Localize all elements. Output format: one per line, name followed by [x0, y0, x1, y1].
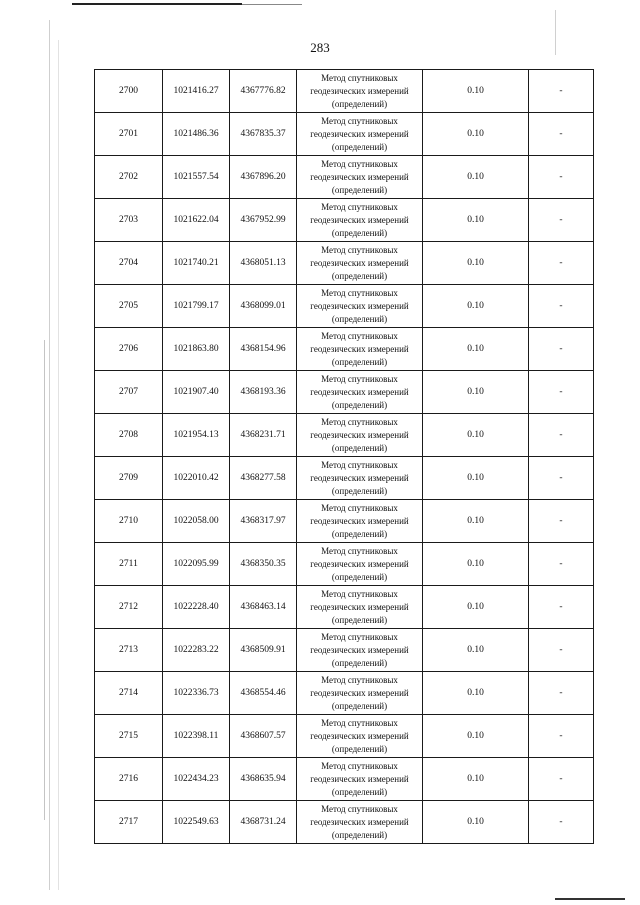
note-cell: - — [529, 414, 594, 457]
point-number-cell: 2704 — [95, 242, 163, 285]
y-coordinate-cell: 4368099.01 — [230, 285, 297, 328]
accuracy-cell: 0.10 — [423, 457, 529, 500]
x-coordinate-cell: 1022228.40 — [163, 586, 230, 629]
table-row — [95, 715, 594, 758]
x-coordinate-cell: 1021740.21 — [163, 242, 230, 285]
table-row — [95, 500, 594, 543]
table-row — [95, 328, 594, 371]
table-row — [95, 242, 594, 285]
method-line: (определений) — [331, 786, 388, 797]
accuracy-cell: 0.10 — [423, 70, 529, 113]
method-line: геодезических измерений — [310, 85, 409, 96]
y-coordinate-cell: 4367835.37 — [230, 113, 297, 156]
point-number-cell: 2715 — [95, 715, 163, 758]
note-cell: - — [529, 586, 594, 629]
method-line: геодезических измерений — [310, 257, 409, 268]
method-line: (определений) — [331, 528, 388, 539]
x-coordinate-cell: 1021622.04 — [163, 199, 230, 242]
accuracy-cell: 0.10 — [423, 414, 529, 457]
method-line: (определений) — [331, 399, 388, 410]
x-coordinate-cell: 1021863.80 — [163, 328, 230, 371]
y-coordinate-cell: 4368154.96 — [230, 328, 297, 371]
method-line: Метод спутниковых — [321, 459, 398, 470]
method-line: геодезических измерений — [310, 343, 409, 354]
note-cell: - — [529, 543, 594, 586]
method-line: геодезических измерений — [310, 601, 409, 612]
y-coordinate-cell: 4368231.71 — [230, 414, 297, 457]
method-line: геодезических измерений — [310, 816, 409, 827]
point-number-cell: 2706 — [95, 328, 163, 371]
note-cell: - — [529, 285, 594, 328]
x-coordinate-cell: 1022095.99 — [163, 543, 230, 586]
x-coordinate-cell: 1022434.23 — [163, 758, 230, 801]
note-cell: - — [529, 242, 594, 285]
page-number: 283 — [310, 40, 330, 55]
table-row — [95, 586, 594, 629]
y-coordinate-cell: 4368635.94 — [230, 758, 297, 801]
table-row — [95, 801, 594, 844]
method-line: геодезических измерений — [310, 687, 409, 698]
note-cell: - — [529, 328, 594, 371]
scan-artifact-bottom-line — [555, 898, 625, 900]
x-coordinate-cell: 1021907.40 — [163, 371, 230, 414]
method-line: (определений) — [331, 270, 388, 281]
x-coordinate-cell: 1021954.13 — [163, 414, 230, 457]
method-line: геодезических измерений — [310, 429, 409, 440]
x-coordinate-cell: 1021799.17 — [163, 285, 230, 328]
method-cell — [297, 113, 423, 156]
note-cell: - — [529, 156, 594, 199]
method-cell — [297, 457, 423, 500]
accuracy-cell: 0.10 — [423, 113, 529, 156]
note-cell: - — [529, 629, 594, 672]
scan-artifact-top-line-faint — [242, 4, 302, 5]
accuracy-cell: 0.10 — [423, 285, 529, 328]
x-coordinate-cell: 1021557.54 — [163, 156, 230, 199]
accuracy-cell: 0.10 — [423, 672, 529, 715]
method-line: Метод спутниковых — [321, 631, 398, 642]
method-line: геодезических измерений — [310, 558, 409, 569]
method-line: Метод спутниковых — [321, 373, 398, 384]
x-coordinate-cell: 1022283.22 — [163, 629, 230, 672]
x-coordinate-cell: 1022010.42 — [163, 457, 230, 500]
method-line: Метод спутниковых — [321, 502, 398, 513]
coordinates-table-body — [95, 70, 594, 844]
method-line: геодезических измерений — [310, 386, 409, 397]
x-coordinate-cell: 1022336.73 — [163, 672, 230, 715]
x-coordinate-cell: 1021416.27 — [163, 70, 230, 113]
method-line: Метод спутниковых — [321, 416, 398, 427]
point-number-cell: 2712 — [95, 586, 163, 629]
method-line: Метод спутниковых — [321, 588, 398, 599]
table-row — [95, 672, 594, 715]
scan-artifact-left-line — [49, 20, 50, 890]
table-row — [95, 70, 594, 113]
point-number-cell: 2708 — [95, 414, 163, 457]
y-coordinate-cell: 4367896.20 — [230, 156, 297, 199]
method-line: геодезических измерений — [310, 171, 409, 182]
method-cell — [297, 586, 423, 629]
method-cell — [297, 715, 423, 758]
method-line: (определений) — [331, 657, 388, 668]
method-line: геодезических измерений — [310, 515, 409, 526]
method-cell — [297, 199, 423, 242]
method-line: геодезических измерений — [310, 644, 409, 655]
method-line: (определений) — [331, 485, 388, 496]
method-line: (определений) — [331, 356, 388, 367]
method-line: геодезических измерений — [310, 730, 409, 741]
method-line: Метод спутниковых — [321, 717, 398, 728]
accuracy-cell: 0.10 — [423, 156, 529, 199]
table-row — [95, 156, 594, 199]
method-line: (определений) — [331, 313, 388, 324]
point-number-cell: 2705 — [95, 285, 163, 328]
scan-artifact-left-line-faint — [58, 40, 59, 890]
method-line: (определений) — [331, 829, 388, 840]
method-line: геодезических измерений — [310, 128, 409, 139]
note-cell: - — [529, 801, 594, 844]
scan-artifact-left-line-dark — [44, 340, 45, 820]
method-line: (определений) — [331, 98, 388, 109]
y-coordinate-cell: 4368193.36 — [230, 371, 297, 414]
y-coordinate-cell: 4367952.99 — [230, 199, 297, 242]
coordinates-table — [94, 69, 594, 844]
method-line: (определений) — [331, 442, 388, 453]
method-line: Метод спутниковых — [321, 115, 398, 126]
y-coordinate-cell: 4368051.13 — [230, 242, 297, 285]
method-cell — [297, 371, 423, 414]
point-number-cell: 2709 — [95, 457, 163, 500]
accuracy-cell: 0.10 — [423, 242, 529, 285]
accuracy-cell: 0.10 — [423, 801, 529, 844]
accuracy-cell: 0.10 — [423, 543, 529, 586]
note-cell: - — [529, 758, 594, 801]
method-line: (определений) — [331, 700, 388, 711]
method-cell — [297, 543, 423, 586]
point-number-cell: 2714 — [95, 672, 163, 715]
point-number-cell: 2702 — [95, 156, 163, 199]
method-cell — [297, 500, 423, 543]
y-coordinate-cell: 4367776.82 — [230, 70, 297, 113]
accuracy-cell: 0.10 — [423, 629, 529, 672]
note-cell: - — [529, 70, 594, 113]
method-line: (определений) — [331, 227, 388, 238]
x-coordinate-cell: 1021486.36 — [163, 113, 230, 156]
method-line: Метод спутниковых — [321, 674, 398, 685]
point-number-cell: 2707 — [95, 371, 163, 414]
accuracy-cell: 0.10 — [423, 328, 529, 371]
table-row — [95, 629, 594, 672]
method-line: Метод спутниковых — [321, 330, 398, 341]
method-line: (определений) — [331, 614, 388, 625]
accuracy-cell: 0.10 — [423, 199, 529, 242]
x-coordinate-cell: 1022058.00 — [163, 500, 230, 543]
note-cell: - — [529, 371, 594, 414]
method-line: Метод спутниковых — [321, 287, 398, 298]
point-number-cell: 2701 — [95, 113, 163, 156]
method-cell — [297, 629, 423, 672]
method-cell — [297, 156, 423, 199]
method-line: Метод спутниковых — [321, 201, 398, 212]
method-cell — [297, 285, 423, 328]
method-cell — [297, 758, 423, 801]
note-cell: - — [529, 500, 594, 543]
method-cell — [297, 672, 423, 715]
method-line: геодезических измерений — [310, 300, 409, 311]
table-row — [95, 543, 594, 586]
accuracy-cell: 0.10 — [423, 500, 529, 543]
table-row — [95, 371, 594, 414]
accuracy-cell: 0.10 — [423, 715, 529, 758]
x-coordinate-cell: 1022549.63 — [163, 801, 230, 844]
note-cell: - — [529, 672, 594, 715]
y-coordinate-cell: 4368554.46 — [230, 672, 297, 715]
method-line: Метод спутниковых — [321, 244, 398, 255]
y-coordinate-cell: 4368277.58 — [230, 457, 297, 500]
method-line: (определений) — [331, 184, 388, 195]
method-line: геодезических измерений — [310, 214, 409, 225]
point-number-cell: 2710 — [95, 500, 163, 543]
table-row — [95, 414, 594, 457]
method-line: Метод спутниковых — [321, 72, 398, 83]
y-coordinate-cell: 4368350.35 — [230, 543, 297, 586]
method-cell — [297, 414, 423, 457]
table-row — [95, 758, 594, 801]
method-cell — [297, 70, 423, 113]
table-row — [95, 285, 594, 328]
method-line: геодезических измерений — [310, 472, 409, 483]
y-coordinate-cell: 4368509.91 — [230, 629, 297, 672]
y-coordinate-cell: 4368463.14 — [230, 586, 297, 629]
method-line: Метод спутниковых — [321, 158, 398, 169]
point-number-cell: 2716 — [95, 758, 163, 801]
accuracy-cell: 0.10 — [423, 586, 529, 629]
method-line: (определений) — [331, 571, 388, 582]
method-cell — [297, 801, 423, 844]
method-cell — [297, 328, 423, 371]
scan-artifact-top-line — [72, 3, 242, 5]
y-coordinate-cell: 4368317.97 — [230, 500, 297, 543]
point-number-cell: 2713 — [95, 629, 163, 672]
point-number-cell: 2700 — [95, 70, 163, 113]
note-cell: - — [529, 199, 594, 242]
method-line: (определений) — [331, 743, 388, 754]
method-line: (определений) — [331, 141, 388, 152]
method-line: Метод спутниковых — [321, 760, 398, 771]
y-coordinate-cell: 4368607.57 — [230, 715, 297, 758]
point-number-cell: 2711 — [95, 543, 163, 586]
note-cell: - — [529, 457, 594, 500]
method-line: Метод спутниковых — [321, 545, 398, 556]
method-line: геодезических измерений — [310, 773, 409, 784]
point-number-cell: 2717 — [95, 801, 163, 844]
table-row — [95, 457, 594, 500]
accuracy-cell: 0.10 — [423, 758, 529, 801]
point-number-cell: 2703 — [95, 199, 163, 242]
method-line: Метод спутниковых — [321, 803, 398, 814]
table-row — [95, 113, 594, 156]
x-coordinate-cell: 1022398.11 — [163, 715, 230, 758]
y-coordinate-cell: 4368731.24 — [230, 801, 297, 844]
table-row — [95, 199, 594, 242]
method-cell — [297, 242, 423, 285]
note-cell: - — [529, 715, 594, 758]
accuracy-cell: 0.10 — [423, 371, 529, 414]
note-cell: - — [529, 113, 594, 156]
